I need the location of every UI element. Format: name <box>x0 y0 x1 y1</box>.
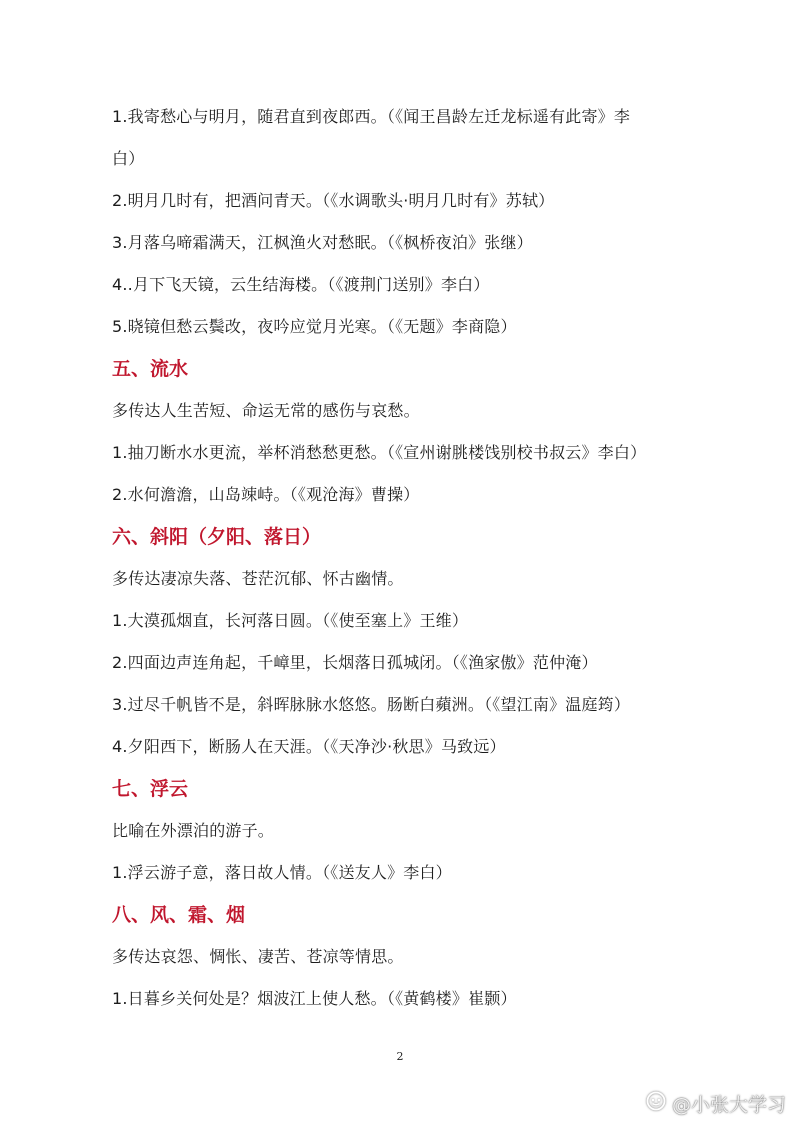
poem-line: 4.夕阳西下，断肠人在天涯。（《天净沙·秋思》马致远） <box>112 737 506 756</box>
poem-line: 2.四面边声连角起，千嶂里，长烟落日孤城闭。（《渔家傲》范仲淹） <box>112 653 598 672</box>
section-heading: 七、浮云 <box>112 778 189 800</box>
section-description: 多传达哀怨、惆怅、凄苦、苍凉等情思。 <box>112 947 404 966</box>
section-description: 多传达凄凉失落、苍茫沉郁、怀古幽情。 <box>112 569 404 588</box>
document-body <box>112 96 702 1020</box>
poem-line: 4..月下飞天镜，云生结海楼。（《渡荆门送别》李白） <box>112 275 490 294</box>
zhihu-logo-icon <box>646 1091 666 1116</box>
section-heading: 八、风、霜、烟 <box>112 904 246 926</box>
page-number: 2 <box>396 1050 404 1063</box>
watermark-text: @小张大学习 <box>671 1094 786 1116</box>
poem-line: 2.水何澹澹，山岛竦峙。（《观沧海》曹操） <box>112 485 420 504</box>
poem-line: 3.月落乌啼霜满天，江枫渔火对愁眠。（《枫桥夜泊》张继） <box>112 233 533 252</box>
poem-line: 白） <box>112 149 145 168</box>
poem-line: 1.我寄愁心与明月，随君直到夜郎西。（《闻王昌龄左迁龙标遥有此寄》李 <box>112 107 631 126</box>
poem-line: 1.日暮乡关何处是？烟波江上使人愁。（《黄鹤楼》崔颢） <box>112 989 517 1008</box>
poem-line: 5.晓镜但愁云鬓改，夜吟应觉月光寒。（《无题》李商隐） <box>112 317 517 336</box>
poem-line: 1.抽刀断水水更流，举杯消愁愁更愁。（《宣州谢朓楼饯别校书叔云》李白） <box>112 443 647 462</box>
poem-line: 2.明月几时有，把酒问青天。（《水调歌头·明月几时有》苏轼） <box>112 191 555 210</box>
poem-line: 3.过尽千帆皆不是，斜晖脉脉水悠悠。肠断白蘋洲。（《望江南》温庭筠） <box>112 695 631 714</box>
section-heading: 六、斜阳（夕阳、落日） <box>112 526 322 548</box>
poem-line: 1.大漠孤烟直，长河落日圆。（《使至塞上》王维） <box>112 611 469 630</box>
section-description: 多传达人生苦短、命运无常的感伤与哀愁。 <box>112 401 420 420</box>
poem-line: 1.浮云游子意，落日故人情。（《送友人》李白） <box>112 863 452 882</box>
section-heading: 五、流水 <box>112 358 189 380</box>
section-description: 比喻在外漂泊的游子。 <box>112 821 275 840</box>
watermark <box>646 1090 786 1117</box>
